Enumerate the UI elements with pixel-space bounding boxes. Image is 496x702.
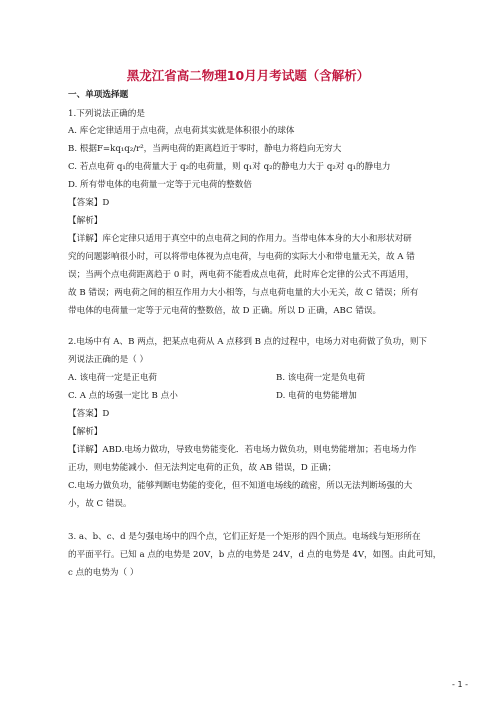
q2-option-d: D. 电荷的电势能增加 xyxy=(276,391,357,401)
q2-answer: 【答案】D xyxy=(68,409,110,419)
q2-detail-line: 正功，则电势能减小．但无法判定电荷的正负，故 AB 错误，D 正确； xyxy=(68,463,337,473)
q1-detail-line: 【详解】库仑定律只适用于真空中的点电荷之间的作用力。当带电体本身的大小和形状对研 xyxy=(68,234,412,244)
q2-detail-line: 【详解】ABD.电场力做功，导致电势能变化．若电场力做负功，则电势能增加；若电场力作 xyxy=(68,445,417,455)
q2-stem-line: 2.电场中有 A、B 两点，把某点电荷从 A 点移到 B 点的过程中，电场力对电荷做了负功，则下 xyxy=(68,337,428,347)
q1-answer: 【答案】D xyxy=(68,198,110,208)
q2-option-c: C. A 点的场强一定比 B 点小 xyxy=(68,391,178,401)
q2-option-b: B. 该电荷一定是负电荷 xyxy=(276,373,366,383)
q3-stem-line: 3. a、b、c、d 是匀强电场中的四个点，它们正好是一个矩形的四个顶点。电场线与矩形所在 xyxy=(68,532,421,542)
q1-detail-line: 究的问题影响很小时，可以将带电体视为点电荷，与电荷的实际大小和带电量无关，故 A 错 xyxy=(68,252,415,262)
q1-analysis-label: 【解析】 xyxy=(68,216,103,226)
q1-option-d: D. 所有带电体的电荷量一定等于元电荷的整数倍 xyxy=(68,180,252,190)
page-title: 黑龙江省高二物理10月月考试题（含解析） xyxy=(126,68,370,83)
q2-detail-line: 小，故 C 错误。 xyxy=(68,499,132,509)
q2-analysis-label: 【解析】 xyxy=(68,427,103,437)
page-number: - 1 - xyxy=(452,680,468,689)
q3-stem-line: 的平面平行。已知 a 点的电势是 20V，b 点的电势是 24V，d 点的电势是 4V，如图。由此可知， xyxy=(68,550,442,560)
q1-option-c: C. 若点电荷 q₁的电荷量大于 q₂的电荷量，则 q₁对 q₂的静电力大于 q₂对 q₁的静电力 xyxy=(68,162,391,172)
q2-stem-line: 列说法正确的是（ ） xyxy=(68,355,149,365)
q1-option-a: A. 库仑定律适用于点电荷，点电荷其实就是体积很小的球体 xyxy=(68,126,295,136)
q1-stem: 1.下列说法正确的是 xyxy=(68,109,145,119)
q2-option-a: A. 该电荷一定是正电荷 xyxy=(68,373,158,383)
q1-detail-line: 误；当两个点电荷距离趋于 0 时，两电荷不能看成点电荷，此时库仑定律的公式不再适用， xyxy=(68,270,415,280)
q1-option-b: B. 根据F=kq₁q₂/r²，当两电荷的距离趋近于零时，静电力将趋向无穷大 xyxy=(68,144,342,154)
q1-detail-line: 故 B 错误；两电荷之间的相互作用力大小相等，与点电荷电量的大小无关，故 C 错误；所有 xyxy=(68,288,419,298)
section-heading: 一、单项选择题 xyxy=(68,90,129,100)
q2-detail-line: C.电场力做负功，能够判断电势能的变化，但不知道电场线的疏密，所以无法判断场强的大 xyxy=(68,481,413,491)
q1-detail-line: 带电体的电荷量一定等于元电荷的整数倍，故 D 正确。所以 D 正确，ABC 错误。 xyxy=(68,306,382,316)
q3-stem-line: c 点的电势为（ ） xyxy=(68,568,139,578)
